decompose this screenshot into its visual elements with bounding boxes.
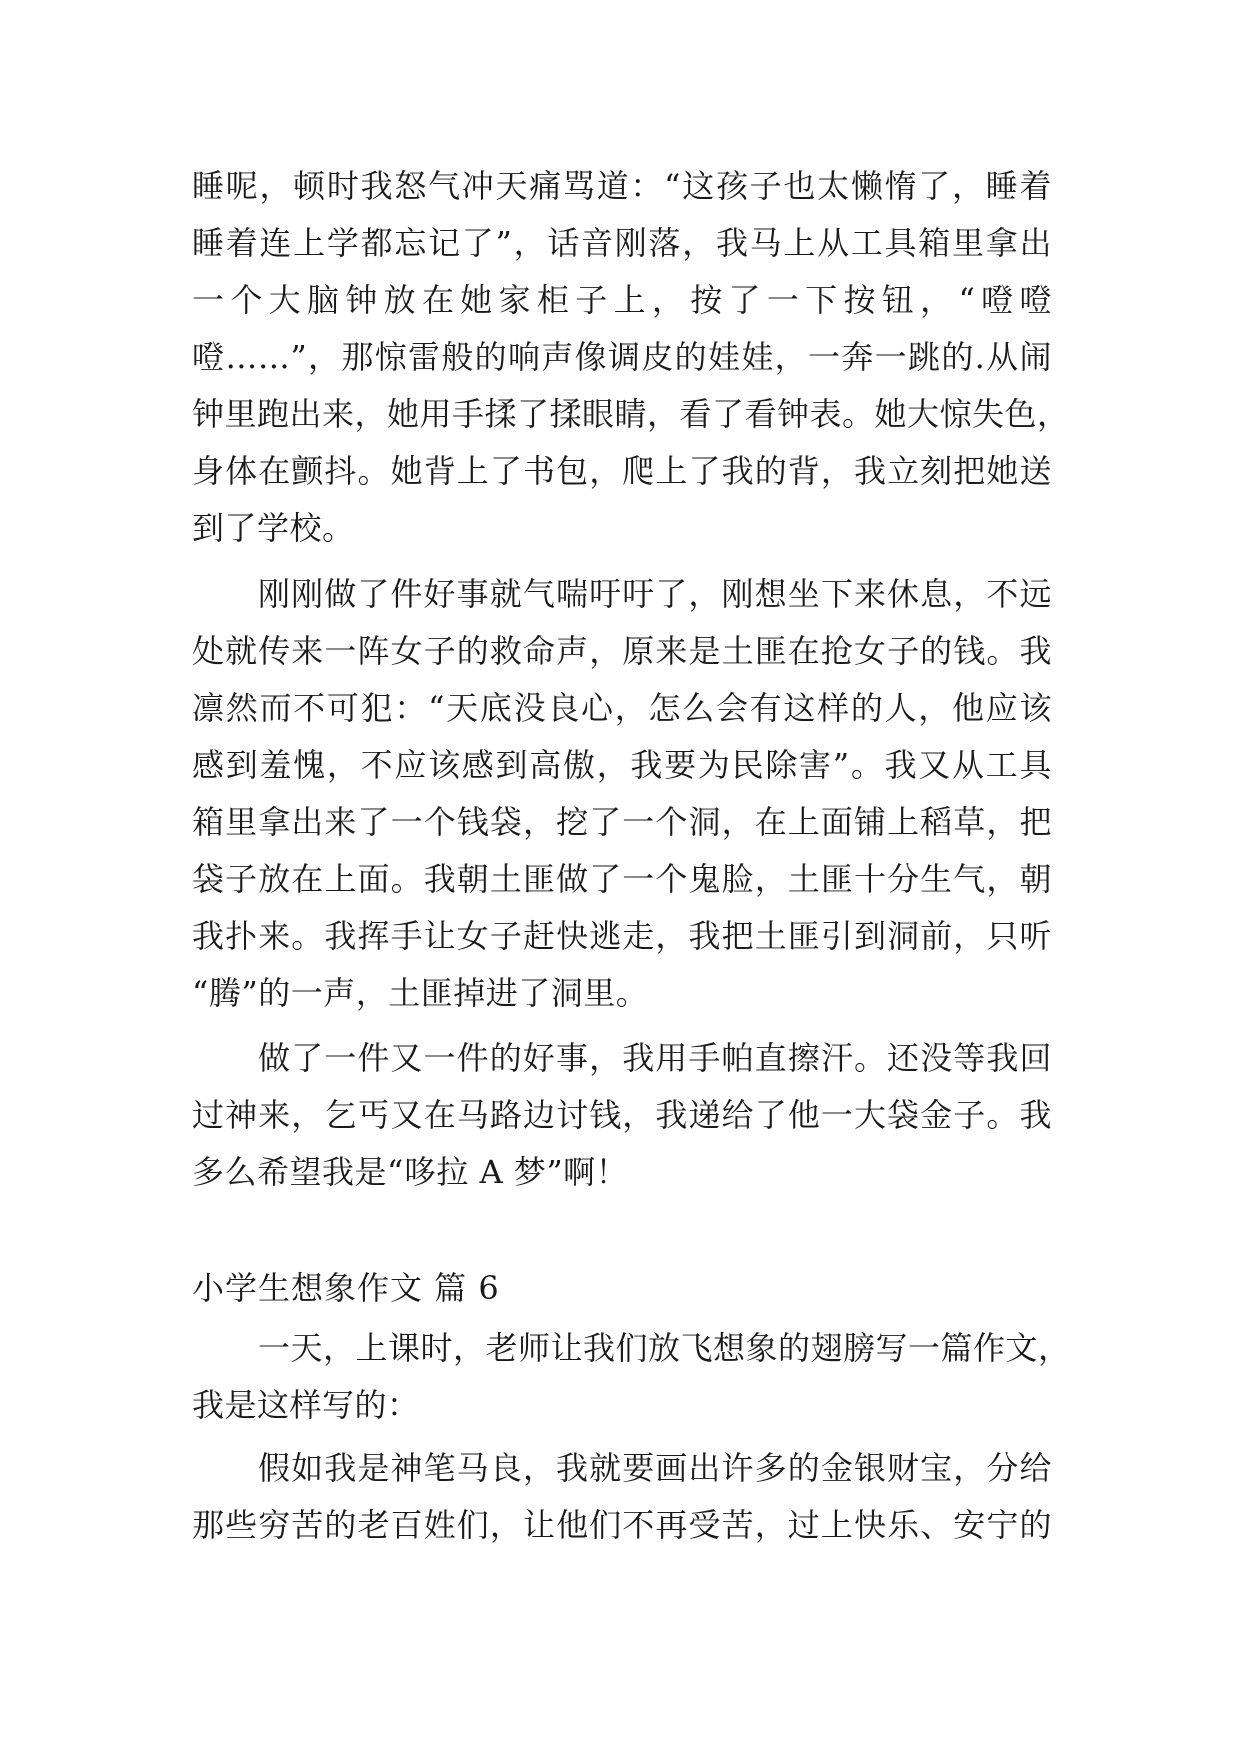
section-heading: 小学生想象作文 篇 6 — [192, 1269, 500, 1307]
paragraph-3-line-3: 多么希望我是“哆拉 A 梦”啊！ — [192, 1153, 629, 1191]
paragraph-1-line-1: 睡呢，顿时我怒气冲天痛骂道：“这孩子也太懒惰了，睡着 — [192, 167, 1052, 205]
paragraph-2-line-4: 感到羞愧，不应该感到高傲，我要为民除害”。我又从工具 — [192, 746, 1052, 784]
paragraph-2-line-8: “腾”的一声，土匪掉进了洞里。 — [192, 974, 649, 1012]
paragraph-1-line-7: 到了学校。 — [192, 509, 355, 547]
paragraph-2-line-5: 箱里拿出来了一个钱袋，挖了一个洞，在上面铺上稻草，把 — [192, 803, 1052, 841]
paragraph-1-line-6: 身体在颤抖。她背上了书包，爬上了我的背，我立刻把她送 — [192, 452, 1052, 490]
paragraph-5-line-1: 假如我是神笔马良，我就要画出许多的金银财宝，分给 — [258, 1449, 1052, 1487]
paragraph-2-line-1: 刚刚做了件好事就气喘吁吁了，刚想坐下来休息，不远 — [258, 575, 1052, 613]
paragraph-4-line-2: 我是这样写的： — [192, 1386, 420, 1424]
paragraph-1-line-3: 一个大脑钟放在她家柜子上，按了一下按钮，“噔噔 — [192, 281, 1052, 319]
paragraph-2-line-7: 我扑来。我挥手让女子赶快逃走，我把土匪引到洞前，只听 — [192, 917, 1052, 955]
paragraph-1-line-2: 睡着连上学都忘记了”，话音刚落，我马上从工具箱里拿出 — [192, 224, 1052, 262]
paragraph-5-line-2: 那些穷苦的老百姓们，让他们不再受苦，过上快乐、安宁的 — [192, 1506, 1052, 1544]
paragraph-3-line-2: 过神来，乞丐又在马路边讨钱，我递给了他一大袋金子。我 — [192, 1096, 1052, 1134]
paragraph-2-line-6: 袋子放在上面。我朝土匪做了一个鬼脸，土匪十分生气，朝 — [192, 860, 1052, 898]
paragraph-1-line-4: 噔……”，那惊雷般的响声像调皮的娃娃，一奔一跳的.从闹 — [192, 338, 1052, 376]
paragraph-2-line-2: 处就传来一阵女子的救命声，原来是土匪在抢女子的钱。我 — [192, 632, 1052, 670]
paragraph-4-line-1: 一天，上课时，老师让我们放飞想象的翅膀写一篇作文， — [258, 1329, 1071, 1367]
paragraph-1-line-5: 钟里跑出来，她用手揉了揉眼睛，看了看钟表。她大惊失色， — [192, 395, 1070, 433]
paragraph-3-line-1: 做了一件又一件的好事，我用手帕直擦汗。还没等我回 — [258, 1039, 1052, 1077]
paragraph-2-line-3: 凛然而不可犯：“天底没良心，怎么会有这样的人，他应该 — [192, 689, 1052, 727]
